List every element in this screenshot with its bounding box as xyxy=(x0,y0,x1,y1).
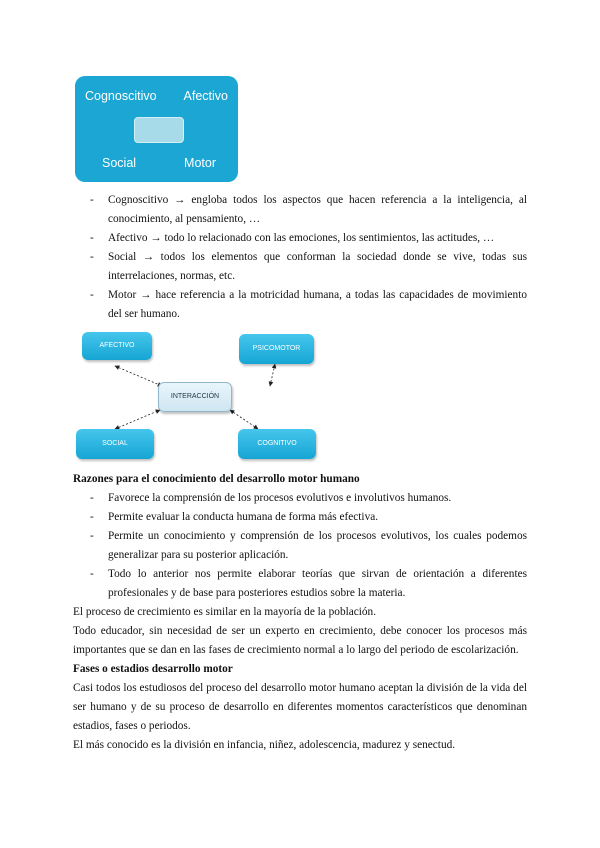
list-item: - Motor → hace referencia a la motricidad humana, a todas las capacidades de movimiento del ser humano. xyxy=(90,289,527,320)
section-heading: Razones para el conocimiento del desarrollo motor humano xyxy=(73,473,360,485)
section-heading: Fases o estadios desarrollo motor xyxy=(73,663,233,675)
label-afectivo: Afectivo xyxy=(183,89,228,103)
node-psicomotor: PSICOMOTOR xyxy=(239,334,314,364)
list-item: - Social → todos los elementos que conforman la sociedad donde se vive, todas sus interrelaciones, normas, etc. xyxy=(90,251,527,282)
paragraph: Casi todos los estudiosos del proceso del desarrollo motor humano aceptan la división de la vida del ser humano y de su proceso de desarrollo en diferentes momentos característicos que denominan estadios, fases o periodos. xyxy=(73,682,527,732)
node-interaccion: INTERACCIÓN xyxy=(158,382,232,412)
label-cognoscitivo: Cognoscitivo xyxy=(85,89,157,103)
interaction-diagram xyxy=(70,326,400,466)
diagram-center-block xyxy=(134,117,184,143)
dimensions-list xyxy=(73,191,527,324)
reasons-list xyxy=(73,489,527,603)
paragraph: El proceso de crecimiento es similar en la mayoría de la población. xyxy=(73,606,377,618)
list-item: - Permite evaluar la conducta humana de forma más efectiva. xyxy=(90,511,379,523)
label-social: Social xyxy=(102,156,137,170)
node-cognitivo: COGNITIVO xyxy=(238,429,316,459)
label-motor: Motor xyxy=(184,156,216,170)
list-item: - Permite un conocimiento y comprensión de los procesos evolutivos, los cuales podemos generalizar para su posterior aplicación. xyxy=(90,530,527,561)
reasons-section xyxy=(73,470,527,755)
list-item: - Cognoscitivo → engloba todos los aspectos que hacen referencia a la inteligencia, al conocimiento, al pensamiento, … xyxy=(90,194,527,225)
list-item: - Afectivo → todo lo relacionado con las emociones, los sentimientos, las actitudes, … xyxy=(90,232,495,244)
paragraph: El más conocido es la división en infancia, niñez, adolescencia, madurez y senectud. xyxy=(73,739,456,751)
node-afectivo: AFECTIVO xyxy=(82,332,152,360)
paragraph: Todo educador, sin necesidad de ser un experto en crecimiento, debe conocer los procesos más importantes que se dan en las fases de crecimiento normal a lo largo del periodo de escolarización. xyxy=(73,625,527,656)
list-item: - Todo lo anterior nos permite elaborar teorías que sirvan de orientación a diferentes profesionales y de base para posteriores estudios sobre la materia. xyxy=(90,568,527,599)
list-item: - Favorece la comprensión de los procesos evolutivos e involutivos humanos. xyxy=(90,492,452,504)
dimensions-list-block xyxy=(73,191,527,324)
dimensions-diagram xyxy=(75,76,238,182)
node-social: SOCIAL xyxy=(76,429,154,459)
